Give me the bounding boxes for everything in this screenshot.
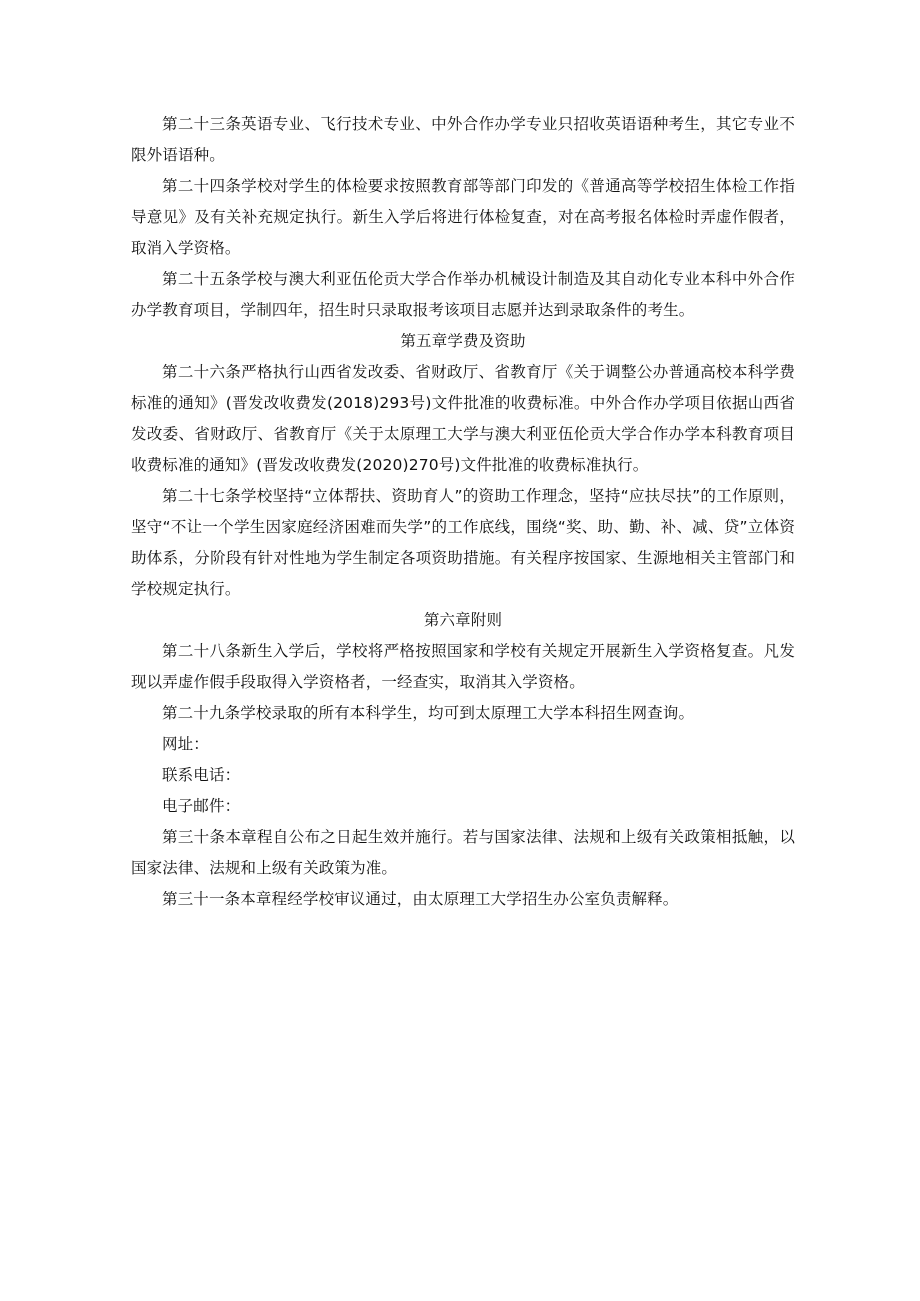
chapter-5-heading: 第五章学费及资助 (400, 332, 526, 350)
website-label: 网址： (162, 735, 209, 753)
article-25: 第二十五条学校与澳大利亚伍伦贡大学合作举办机械设计制造及其自动化专业本科中外合作办学教育项目，学制四年，招生时只录取报考该项目志愿并达到录取条件的考生。 (131, 270, 795, 319)
email-label: 电子邮件： (162, 797, 241, 815)
chapter-6-heading: 第六章附则 (423, 611, 503, 629)
article-24: 第二十四条学校对学生的体检要求按照教育部等部门印发的《普通高等学校招生体检工作指导意见》及有关补充规定执行。新生入学后将进行体检复查，对在高考报名体检时弄虚作假者，取消入学资格。 (131, 177, 795, 257)
phone-label: 联系电话： (162, 766, 241, 784)
document-body (131, 109, 795, 915)
article-26: 第二十六条严格执行山西省发改委、省财政厅、省教育厅《关于调整公办普通高校本科学费标准的通知》(晋发改收费发(2018)293号)文件批准的收费标准。中外合作办学项目依据山西省发改委、省财政厅、省教育厅《关于太原理工大学与澳大利亚伍伦贡大学合作办学本科教育项目收费标准的通知》(晋发改收费发(2020)270号)文件批准的收费标准执行。 (131, 363, 795, 474)
article-31: 第三十一条本章程经学校审议通过，由太原理工大学招生办公室负责解释。 (162, 890, 679, 908)
article-28: 第二十八条新生入学后，学校将严格按照国家和学校有关规定开展新生入学资格复查。凡发现以弄虚作假手段取得入学资格者，一经查实，取消其入学资格。 (131, 642, 795, 691)
article-29: 第二十九条学校录取的所有本科学生，均可到太原理工大学本科招生网查询。 (162, 704, 695, 722)
article-27: 第二十七条学校坚持“立体帮扶、资助育人”的资助工作理念，坚持“应扶尽扶”的工作原则，坚守“不让一个学生因家庭经济困难而失学”的工作底线，围绕“奖、助、勤、补、减、贷”立体资助体系，分阶段有针对性地为学生制定各项资助措施。有关程序按国家、生源地相关主管部门和学校规定执行。 (131, 487, 795, 598)
article-23: 第二十三条英语专业、飞行技术专业、中外合作办学专业只招收英语语种考生，其它专业不限外语语种。 (131, 115, 795, 164)
article-30: 第三十条本章程自公布之日起生效并施行。若与国家法律、法规和上级有关政策相抵触，以国家法律、法规和上级有关政策为准。 (131, 828, 795, 877)
